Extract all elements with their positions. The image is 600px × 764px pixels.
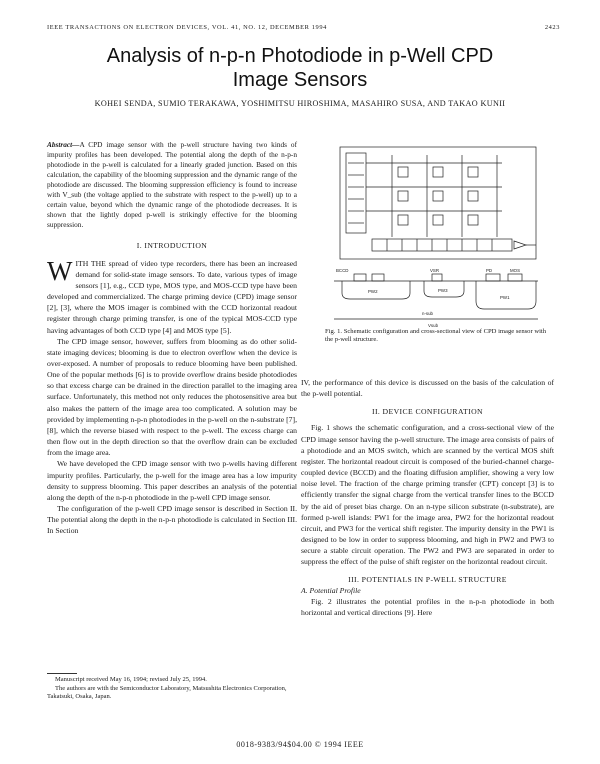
section-iv-lead-in: IV, the performance of this device is discussed on the basis of the calculation of the p-well potential.	[301, 378, 554, 399]
figure-label-bccd: BCCD	[336, 268, 349, 273]
abstract-label: Abstract—	[47, 140, 80, 149]
intro-paragraph-2: The CPD image sensor, however, suffers from blooming as do other solid-state imaging devices; blooming is due to electron overflow when the device is over-exposed. A number of proposals to reduce blooming have been published. One of the popular methods [6] is to provide overflow drains beside photodiodes so that excess charge can be drained in the direction parallel to the imaging area surface. Unfortunately, this method not only reduces the photosensitive area but also makes the pattern of the image area too complicated. A solution may be provided by implementing n-p-n photodiodes in the p-well on the n-substrate [7], [8], which the reverse biased with respect to the p-well. The excess charge can then flow out in the depth direction so that the overflow drain can be excluded from the image area.	[47, 336, 297, 458]
footnote-rule	[47, 673, 77, 674]
abstract	[47, 140, 297, 230]
running-head	[47, 24, 560, 34]
figure-label-nsub: n-sub	[422, 311, 433, 316]
potential-paragraph-1: Fig. 2 illustrates the potential profiles in the n-p-n photodiode in both horizontal and vertical directions [9]. Here	[301, 596, 554, 617]
figure-label-pw1: PW1	[500, 295, 510, 300]
footnote	[47, 676, 297, 702]
author-list: KOHEI SENDA, SUMIO TERAKAWA, YOSHIMITSU HIROSHIMA, MASAHIRO SUSA, AND TAKAO KUNII	[94, 99, 506, 108]
intro-paragraph-1-text: ITH THE spread of video type recorders, there has been an increased demand for solid-state image sensors. To date, various types of image sensors [1], e.g., CCD type, MOS type, and MOS-CCD type have been developed and commercialized. The charge priming device (CPD) image sensor [2], [3], where the MOS imager is combined with the CCD horizontal readout register through charge priming transfer, is one of the typical MOS-CCD type having advantages of both CCD type [4] and MOS type [5].	[47, 258, 297, 335]
sensor-outline	[340, 147, 536, 259]
figure-caption-text: Schematic configuration and cross-sectional view of CPD image sensor with the p-well structure.	[325, 328, 547, 344]
drop-cap: W	[47, 255, 73, 286]
figure-label-mos: MOS	[510, 268, 521, 273]
figure-1-diagram	[332, 141, 542, 329]
footnote-affiliation: The authors are with the Semiconductor Laboratory, Matsushita Electronics Corporation, Takatsuki, Osaka, Japan.	[47, 684, 287, 700]
figure-label-vsr: VSR	[430, 268, 440, 273]
right-column	[301, 377, 554, 618]
intro-paragraph-4: The configuration of the p-well CPD image sensor is described in Section II. The potential along the depth in the n-p-n photodiode is calculated in Section III. In Section	[47, 504, 297, 536]
output-amplifier	[514, 241, 526, 249]
abstract-text: A CPD image sensor with the p-well structure having two kinds of impurity profiles has been developed. The potential along the depth of the n-p-n photodiode in the p-well is calculated for a linearly graded junction. Based on this calculation, the capability of the blooming suppression and the dynamic range of the photodiode are discussed. The blooming suppression efficiency is found to increase with V_sub (the voltage applied to the substrate with respect to the p-well) up to a certain value, beyond which the dynamic range of the photodiode decreases. It is shown that the lightly doped p-well is strikingly effective for the blooming suppression.	[47, 140, 297, 230]
figure-label-vsub: Vsub	[428, 323, 439, 328]
left-column	[47, 140, 297, 536]
horizontal-bccd	[372, 239, 512, 251]
page-number: 2423	[544, 24, 560, 31]
section-heading-potentials: III. POTENTIALS IN P-WELL STRUCTURE	[348, 574, 507, 584]
figure-label-pw2: PW2	[368, 289, 378, 294]
figure-1-caption	[325, 328, 555, 345]
device-paragraph-1: Fig. 1 shows the schematic configuration, and a cross-sectional view of the CPD image sensor having the p-well structure. The image area consists of pairs of a photodiode and an MOS switch, which are scanned by the vertical MOS shift register. The horizontal readout circuit is composed of the buried-channel charge-coupled device (BCCD) and the floating diffusion amplifier, showing a very low noise level. The fraction of the charge priming transfer (CPT) concept [3] is to efficiently transfer the signal charge from the vertical transfer lines to the BCCD by the aid of preset bias charge. On an n-type silicon substrate (n-substrate), are formed p-well islands: PW1 for the image area, PW2 for the horizontal readout circuit, and PW3 for the vertical shift register. The impurity density in the PW1 is designed to be low in order to suppress blooming, and high in PW2 and PW3 to secure a stable circuit operation. The PW2 and PW3 are separated in order to suppress the effect of the pulse of shift register on the horizontal readout circuit.	[301, 423, 554, 567]
figure-label-pd: PD	[486, 268, 493, 273]
figure-label-pw3: PW3	[438, 288, 448, 293]
figure-caption-label: Fig. 1.	[325, 328, 343, 335]
intro-paragraph-1	[47, 255, 297, 336]
paper-title	[60, 45, 540, 92]
vertical-shift-register	[346, 153, 366, 233]
pixel-array	[366, 155, 502, 237]
intro-paragraph-3: We have developed the CPD image sensor with two p-wells having different impurity profiles. Particularly, the p-well for the image area has a low impurity density to suppress blooming. This paper describes an analysis of the potential along the depth of the n-p-n photodiode in the p-well CPD image sensor.	[47, 459, 297, 502]
section-heading-introduction: I. INTRODUCTION	[136, 241, 208, 251]
journal-line: IEEE TRANSACTIONS ON ELECTRON DEVICES, VOL. 41, NO. 12, DECEMBER 1994	[47, 24, 327, 31]
copyright-line: 0018-9383/94$04.00 © 1994 IEEE	[236, 740, 364, 749]
section-heading-device-configuration: II. DEVICE CONFIGURATION	[371, 407, 484, 417]
title-line-1: Analysis of n-p-n Photodiode in p-Well CPD	[106, 45, 494, 67]
footnote-received: Manuscript received May 16, 1994; revised July 25, 1994.	[55, 676, 207, 683]
title-line-2: Image Sensors	[232, 68, 368, 91]
subsection-heading-potential-profile: A. Potential Profile	[301, 585, 361, 595]
